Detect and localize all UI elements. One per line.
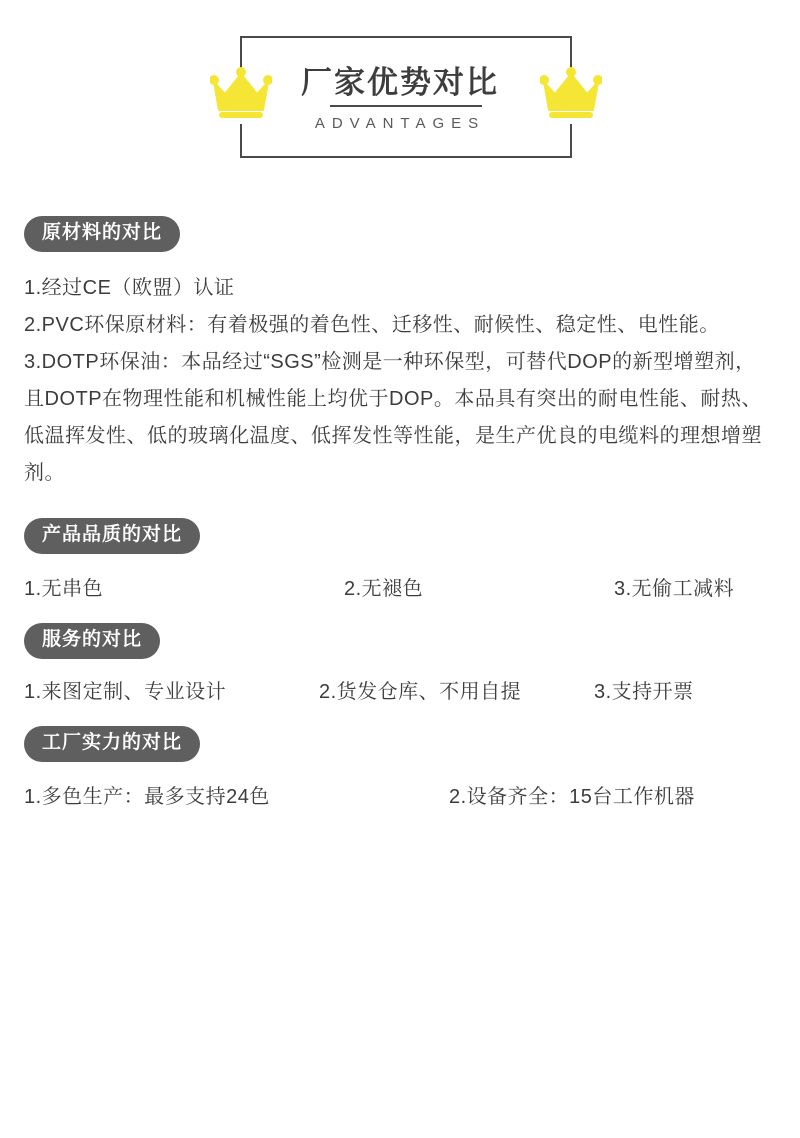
service-item-3: 3.支持开票 [594,680,694,703]
section-heading-product-quality: 产品品质的对比 [24,518,200,554]
section-factory-strength [0,726,800,809]
section-heading-wrap [24,726,800,762]
section-body-service [24,675,776,704]
page-banner [0,0,800,190]
factory-item-1: 1.多色生产：最多支持24色 [24,785,270,808]
raw-material-line-1: 1.经过CE（欧盟）认证 [24,276,235,299]
raw-material-line-2: 2.PVC环保原材料：有着极强的着色性、迁移性、耐候性、稳定性、电性能。 [24,313,720,336]
section-heading-factory-strength: 工厂实力的对比 [24,726,200,762]
section-body-factory-strength [24,780,776,809]
section-product-quality [0,518,800,601]
quality-item-3: 3.无偷工减料 [614,577,735,600]
section-heading-service: 服务的对比 [24,623,160,659]
service-item-1: 1.来图定制、专业设计 [24,680,227,703]
factory-item-2: 2.设备齐全：15台工作机器 [449,785,695,808]
section-heading-wrap [24,623,800,659]
quality-item-1: 1.无串色 [24,577,104,600]
raw-material-line-3: 3.DOTP环保油：本品经过“SGS”检测是一种环保型，可替代DOP的新型增塑剂，且DOTP在物理性能和机械性能上均优于DOP。本品具有突出的耐电性能、耐热、低温挥发性、低的玻璃化温度、低挥发性等性能，是生产优良的电缆料的理想增塑剂。 [24,350,762,484]
section-heading-wrap [24,216,800,252]
page-title: 厂家优势对比 [301,65,499,100]
section-heading-wrap [24,518,800,554]
section-raw-material [0,216,800,492]
quality-item-2: 2.无褪色 [344,577,424,600]
page-subtitle: ADVANTAGES [314,115,486,132]
title-divider [330,105,482,107]
section-body-product-quality [24,572,776,601]
section-body-raw-material [24,270,776,492]
section-service [0,623,800,704]
section-heading-raw-material: 原材料的对比 [24,216,180,252]
service-item-2: 2.货发仓库、不用自提 [319,680,522,703]
